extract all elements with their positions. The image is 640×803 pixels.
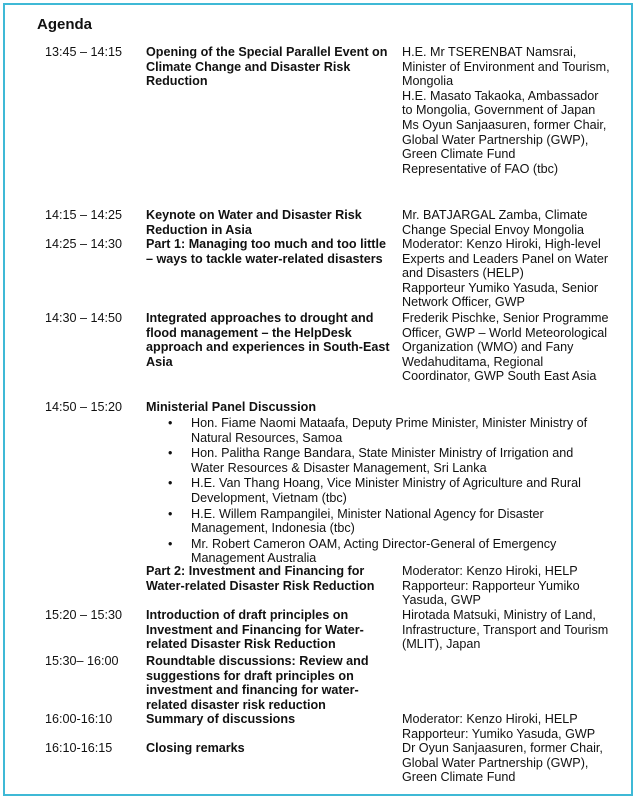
panelist-text: Mr. Robert Cameron OAM, Acting Director-General of Emergency Management Australia [191,536,557,566]
speaker-line: Moderator: Kenzo Hiroki, High-level Experts and Leaders Panel on Water and Disasters (HELP) [402,237,609,281]
list-item [168,537,608,566]
row-topic: Ministerial Panel Discussion [146,400,317,414]
panelist-text: H.E. Van Thang Hoang, Vice Minister Ministry of Agriculture and Rural Development, Vietnam (tbc) [191,476,581,505]
row-time: 14:50 – 15:20 [45,400,123,414]
row-speakers [402,45,612,176]
panelist-text: H.E. Willem Rampangilei, Minister National Agency for Disaster Management, Indonesia (tbc) [191,506,544,536]
speaker-line: Dr Oyun Sanjaasuren, former Chair, Global Water Partnership (GWP), Green Climate Fund [402,741,603,785]
row-topic: Opening of the Special Parallel Event on Climate Change and Disaster Risk Reduction [146,45,388,89]
row-time: 14:25 – 14:30 [45,237,123,251]
speaker-line: H.E. Masato Takaoka, Ambassador to Mongolia, Government of Japan [402,88,599,118]
speaker-line: Rapporteur: Rapporteur Yumiko Yasuda, GWP [402,578,580,608]
agenda-title: Agenda [37,16,93,33]
speaker-line: Frederik Pischke, Senior Programme Officer, GWP – World Meteorological Organization (WMO) and Fany Wedahuditama, Regional Coordinator, GWP South East Asia [402,311,609,384]
bullet-icon: • [168,446,173,461]
row-time: 14:15 – 14:25 [45,208,123,222]
panelist-text: Hon. Palitha Range Bandara, State Minister Ministry of Irrigation and Water Resources & Disaster Management, Sri Lanka [191,446,574,475]
row-speakers [402,564,612,608]
row-topic: Roundtable discussions: Review and suggestions for draft principles on investment and financing for water-related disaster risk reduction [146,654,369,712]
speaker-line: Rapporteur Yumiko Yasuda, Senior Network Officer, GWP [402,280,599,310]
list-item [168,476,608,505]
row-topic: Keynote on Water and Disaster Risk Reduction in Asia [146,208,362,237]
row-topic: Summary of discussions [146,712,296,726]
row-time: 15:30– 16:00 [45,654,119,668]
row-topic: Part 2: Investment and Financing for Water-related Disaster Risk Reduction [146,564,375,593]
row-time: 13:45 – 14:15 [45,45,123,59]
list-item [168,446,608,475]
speaker-line: Moderator: Kenzo Hiroki, HELP [402,712,578,726]
bullet-icon: • [168,506,173,521]
row-speakers [402,237,612,310]
row-speakers [402,741,612,785]
row-time: 15:20 – 15:30 [45,608,123,622]
row-topic: Integrated approaches to drought and flood management – the HelpDesk approach and experiences in South-East Asia [146,311,390,369]
list-item [168,416,608,445]
speaker-line: Mr. BATJARGAL Zamba, Climate Change Special Envoy Mongolia [402,208,588,237]
speaker-line: Rapporteur: Yumiko Yasuda, GWP [402,726,596,741]
row-time: 16:10-16:15 [45,741,113,755]
panelist-list [168,416,608,567]
row-time: 16:00-16:10 [45,712,113,726]
bullet-icon: • [168,536,173,551]
speaker-line: Ms Oyun Sanjaasuren, former Chair, Global Water Partnership (GWP), Green Climate Fund [402,117,607,162]
speaker-line: Moderator: Kenzo Hiroki, HELP [402,564,578,578]
speaker-line: Representative of FAO (tbc) [402,161,559,176]
row-topic: Closing remarks [146,741,245,755]
speaker-line: H.E. Mr TSERENBAT Namsrai, Minister of Environment and Tourism, Mongolia [402,45,610,89]
list-item [168,507,608,536]
row-time: 14:30 – 14:50 [45,311,123,325]
row-speakers [402,311,612,384]
row-speakers [402,208,612,237]
row-speakers [402,608,612,652]
row-topic: Part 1: Managing too much and too little – ways to tackle water-related disasters [146,237,386,266]
bullet-icon: • [168,416,173,430]
row-topic: Introduction of draft principles on Investment and Financing for Water-related Disaster Risk Reduction [146,608,364,652]
panelist-text: Hon. Fiame Naomi Mataafa, Deputy Prime Minister, Minister Ministry of Natural Resources, Samoa [191,416,588,445]
row-speakers [402,712,612,741]
bullet-icon: • [168,476,173,491]
speaker-line: Hirotada Matsuki, Ministry of Land, Infrastructure, Transport and Tourism (MLIT), Japan [402,608,609,652]
